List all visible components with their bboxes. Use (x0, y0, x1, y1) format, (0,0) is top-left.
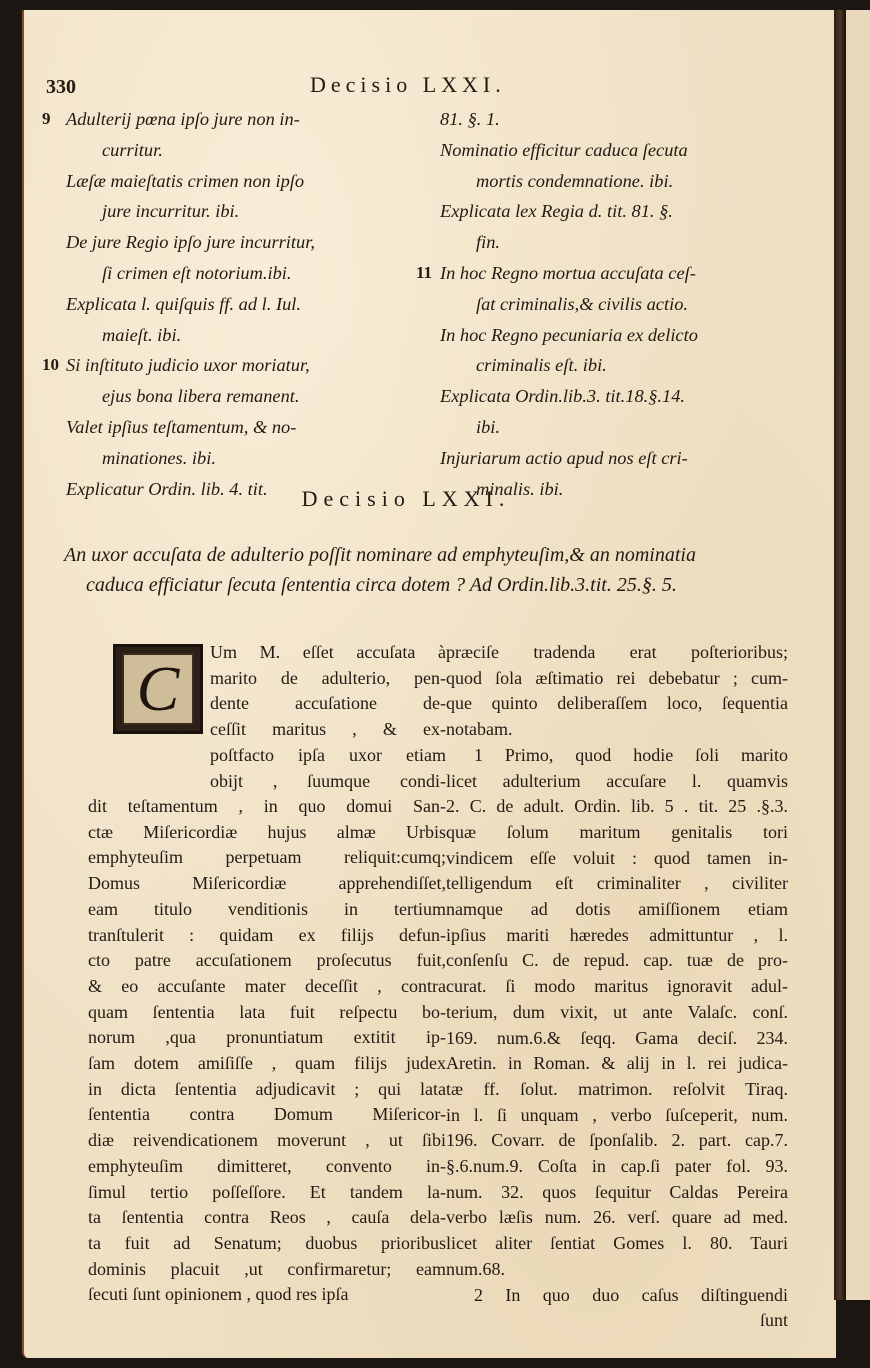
index-line: maieſt. ibi. (102, 324, 182, 345)
index-line: Injuriarum actio apud nos eſt cri- (440, 447, 688, 468)
index-line: mortis condemnatione. ibi. (476, 170, 674, 191)
index-entry (42, 350, 422, 412)
index-line: criminalis eſt. ibi. (476, 355, 607, 376)
index-line: In hoc Regno mortua accuſata ceſ- (440, 262, 696, 283)
index-line: Adulterij pœna ipſo jure non in- (66, 109, 300, 129)
body-line: dente accuſatione de- (210, 693, 446, 714)
index-line: 81. §. 1. (440, 109, 500, 129)
body-line: marito de adulterio, pen- (210, 667, 446, 688)
body-line: in l. ſi unquam , verbo ſuſceperit, num. (446, 1104, 788, 1125)
body-line: cto patre accuſationem proſecutus fuit, (88, 950, 446, 971)
body-line: quam ſententia lata fuit reſpectu bo- (88, 1001, 446, 1022)
body-line: ſam dotem amiſiſſe , quam filijs judex (88, 1053, 446, 1074)
body-line: dominis placuit ,ut confirmaretur; eam (88, 1258, 446, 1279)
body-line: num.68. (446, 1258, 506, 1279)
body-line: ſimul tertio poſſeſſore. Et tandem la- (88, 1181, 446, 1202)
index-entry (440, 320, 790, 382)
body-line: namque ad dotis amiſſionem etiam (446, 899, 788, 920)
summary-line: An uxor accuſata de adulterio poſſit nominare ad emphyteuſim,& an nominatia (64, 544, 696, 566)
body-line: norum ,qua pronuntiatum extitit ip- (88, 1027, 446, 1048)
index-line: Explicata l. quiſquis ff. ad l. Iul. (66, 293, 301, 314)
body-line: 169. num.6.& ſeqq. Gama deciſ. 234. (446, 1027, 788, 1048)
body-line: quæ ſolum maritum genitalis tori (446, 821, 788, 842)
index-line: In hoc Regno pecuniaria ex delicto (440, 324, 698, 345)
index-entry (66, 289, 422, 351)
index-entry (66, 412, 422, 474)
index-line: minalis. ibi. (476, 478, 564, 499)
body-line: terium, dum vixit, ut ante Valaſc. conſ. (446, 1001, 788, 1022)
body-line: vindicem eſſe voluit : quod tamen in- (446, 847, 788, 868)
body-line: tranſtulerit : quidam ex filijs defun- (88, 924, 446, 945)
index-line: Nominatio efficitur caduca ſecuta (440, 139, 688, 160)
index-line: minationes. ibi. (102, 447, 216, 468)
body-line: ta ſententia contra Reos , cauſa dela- (88, 1207, 446, 1228)
index-entry (440, 381, 790, 443)
entry-number: 10 (42, 355, 59, 375)
summary-line: caduca efficiatur ſecuta ſententia circa dotem ? Ad Ordin.lib.3.tit. 25.§. 5. (86, 574, 677, 596)
body-line: Um M. eſſet accuſata à (210, 642, 446, 662)
index-entry (66, 227, 422, 289)
body-line: emphyteuſim perpetuam reliquit:cumq; (88, 847, 446, 868)
entry-number: 9 (42, 109, 51, 128)
decision-summary (64, 540, 804, 600)
body-line: ipſius mariti hæredes admittuntur , l. (446, 924, 788, 945)
index-entry (440, 196, 790, 258)
index-line: jure incurritur. ibi. (102, 201, 240, 222)
index-entry (66, 166, 422, 228)
index-line: Explicatur Ordin. lib. 4. tit. (66, 478, 268, 499)
running-head: Decisio LXXI. (310, 72, 506, 97)
index-line: Explicata Ordin.lib.3. tit.18.§.14. (440, 386, 686, 407)
index-line: ſi crimen eſt notorium.ibi. (102, 262, 292, 283)
index-line: De jure Regio ipſo jure incurritur, (66, 232, 315, 253)
body-line: ta fuit ad Senatum; duobus prioribus (88, 1232, 446, 1253)
index-line: fin. (476, 232, 501, 253)
body-line: §.6.num.9. Coſta in cap.ſi pater fol. 93. (446, 1156, 788, 1177)
index-line: curritur. (102, 139, 163, 160)
index-line: Læſæ maieſtatis crimen non ipſo (66, 170, 305, 191)
index-line: ſat criminalis,& civilis actio. (476, 293, 688, 314)
body-line: conſenſu C. de repud. cap. tuæ de pro- (446, 950, 788, 971)
body-line: 2 In quo duo caſus diſtinguendi (474, 1284, 788, 1305)
body-line: 1 Primo, quod hodie ſoli marito (474, 744, 788, 765)
body-line: telligendum eſt criminaliter , civiliter (446, 873, 788, 894)
index-entry (440, 104, 790, 135)
body-line: curat. ſi modo maritus ignoravit adul- (446, 976, 788, 997)
facing-page-edge (846, 10, 870, 1300)
body-line: obijt , ſuumque condi- (210, 770, 446, 791)
decision-title: Decisio LXXI. (301, 486, 511, 511)
index-line: ibi. (476, 416, 501, 437)
index-column-right (416, 104, 790, 504)
body-line: 2. C. de adult. Ordin. lib. 5 . tit. 25 .§.3. (446, 796, 788, 817)
body-line: quod ſola æſtimatio rei debebatur ; cum- (446, 667, 788, 688)
body-line: ctæ Miſericordiæ hujus almæ Urbis (88, 821, 446, 842)
entry-number: 11 (416, 262, 433, 282)
body-text-left (88, 794, 446, 1308)
index-entry (42, 104, 422, 166)
body-line: præciſe tradenda erat poſterioribus; (446, 642, 788, 662)
body-line: notabam. (446, 719, 513, 740)
body-line: licet aliter ſentiat Gomes l. 80. Tauri (446, 1233, 788, 1254)
body-line: que quinto deliberaſſem loco, ſequentia (446, 693, 788, 714)
body-line: emphyteuſim dimitteret, convento in- (88, 1155, 446, 1176)
body-line: 196. Covarr. de ſponſalib. 2. part. cap.7. (446, 1130, 788, 1151)
body-line: & eo accuſante mater deceſſit , contra (88, 975, 446, 996)
index-entry (440, 135, 790, 197)
book-gutter (834, 10, 846, 1300)
body-line: licet adulterium accuſare l. quamvis (446, 770, 788, 791)
index-line: Explicata lex Regia d. tit. 81. §. (440, 201, 673, 222)
body-line: diæ reivendicationem moverunt , ut ſibi (88, 1130, 446, 1151)
index-line: ejus bona libera remanent. (102, 386, 300, 407)
body-line: Domus Miſericordiæ apprehendiſſet, (88, 873, 446, 894)
decorated-initial (113, 644, 203, 734)
initial-letter: C (136, 653, 180, 724)
body-line: ceſſit maritus , & ex- (210, 719, 446, 740)
body-line: Aretin. in Roman. & alij in l. rei judica- (446, 1053, 788, 1074)
index-entry (416, 258, 790, 320)
body-line: poſtfacto ipſa uxor etiam (210, 744, 446, 765)
page-number: 330 (46, 76, 76, 98)
body-text-right (446, 640, 788, 1334)
body-line: tæ ff. ſolut. matrimon. reſolvit Tiraq. (446, 1078, 788, 1099)
body-line: ſecuti ſunt opinionem , quod res ipſa (88, 1284, 349, 1305)
body-line: ſunt (759, 1310, 788, 1331)
body-line: in dicta ſententia adjudicavit ; qui lata (88, 1078, 446, 1099)
index-line: Si inſtituto judicio uxor moriatur, (66, 355, 310, 376)
index-column-left (42, 104, 422, 504)
body-line: ſententia contra Domum Miſericor- (88, 1104, 446, 1125)
index-line: Valet ipſius teſtamentum, & no- (66, 416, 297, 437)
body-line: verbo læſis num. 26. verſ. quare ad med. (446, 1207, 788, 1228)
body-line: num. 32. quos ſequitur Caldas Pereira (446, 1181, 788, 1202)
body-line: eam titulo venditionis in tertium (88, 898, 446, 919)
body-line: dit teſtamentum , in quo domui San- (88, 796, 446, 816)
body-text-left-top (210, 640, 446, 794)
